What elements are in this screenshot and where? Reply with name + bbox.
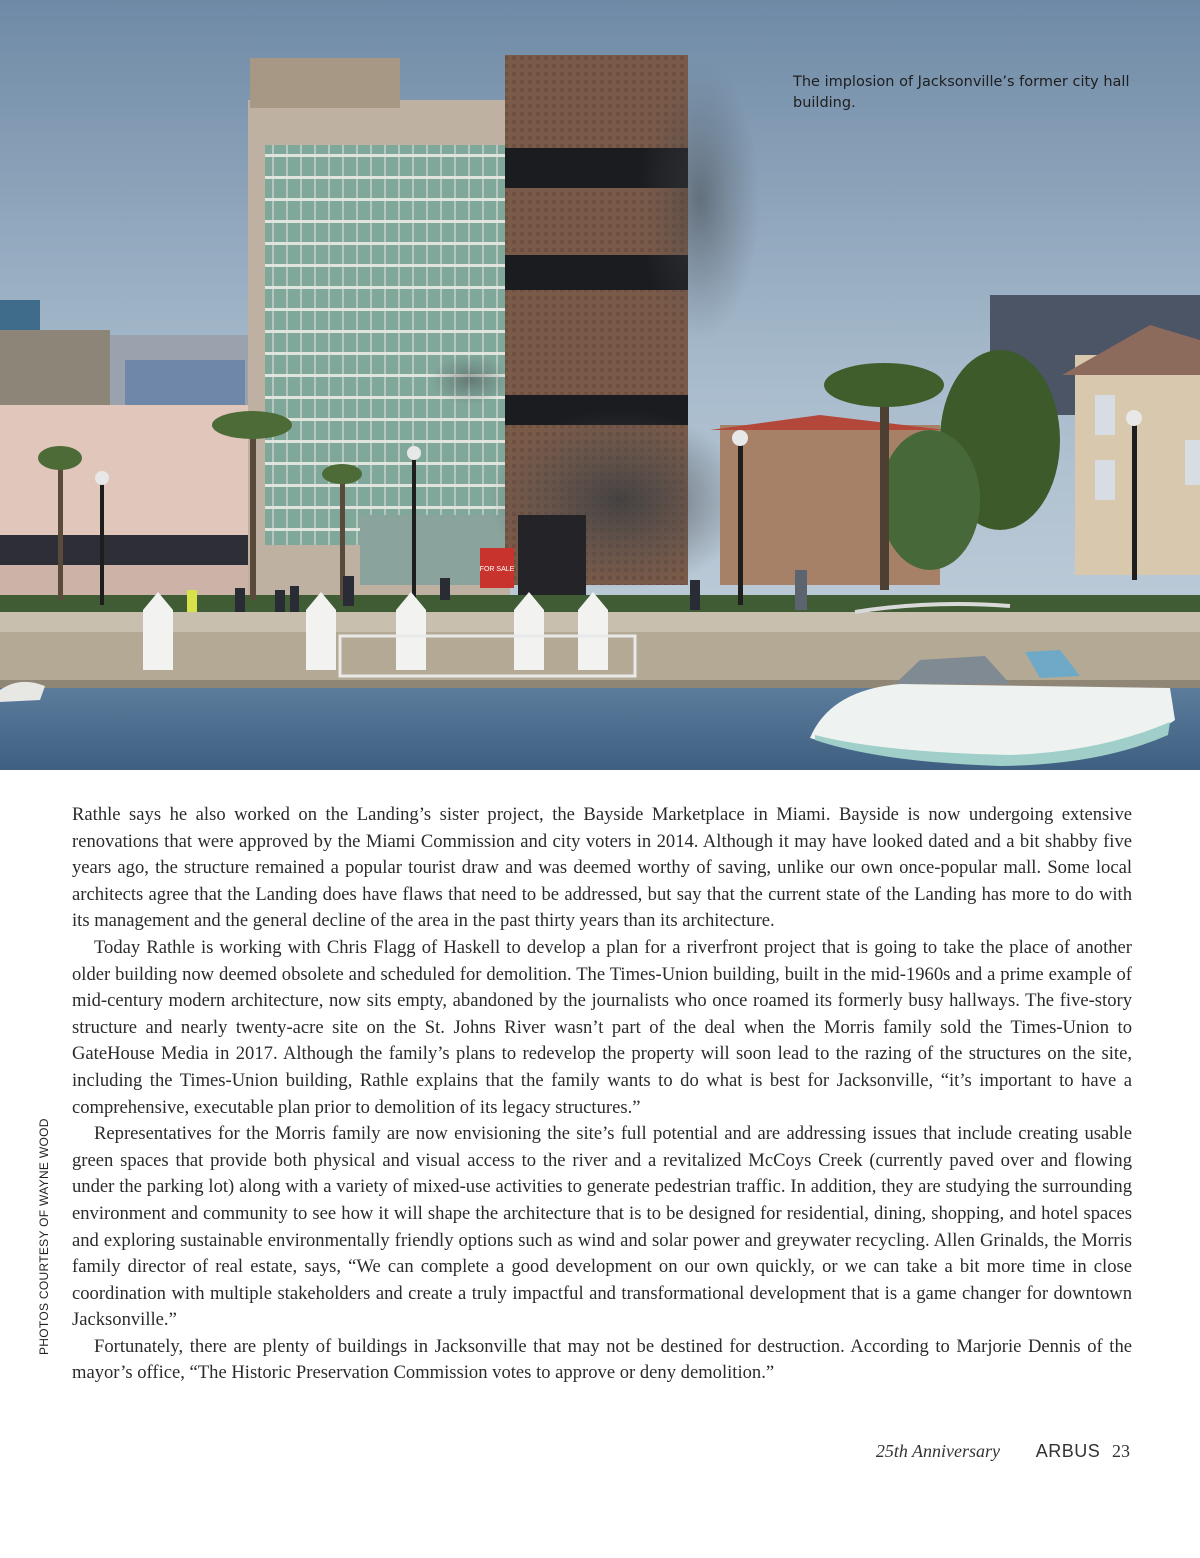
issue-label: 25th Anniversary — [875, 1441, 1001, 1461]
magazine-name: ARBUS — [1035, 1441, 1101, 1461]
house-window — [1095, 460, 1115, 500]
beige-house — [1075, 355, 1200, 575]
house-window — [1185, 440, 1200, 485]
city-hall-roof — [250, 58, 400, 108]
photo-caption: The implosion of Jacksonville’s former city hall building. — [793, 74, 1130, 111]
for-sale-sign-text: FOR SALE — [479, 566, 515, 573]
dark-structure — [518, 515, 586, 600]
smoke-cloud — [430, 355, 510, 405]
article-paragraph: Representatives for the Morris family are now envisioning the site’s full potential and are addressing issues that include creating usable green spaces that provide both physical and visual access to the river and a revitalized McCoys Creek (currently paved over and flowing under the parking lot) along with a variety of mixed-use activities to generate pedestrian traffic. In addition, they are studying the surrounding environment and community to see how it will shape the architecture that is to be designed for residential, dining, shopping, and hotel spaces and exploring sustainable environmentally friendly options such as wind and solar power and greywater recycling. Allen Grinalds, the Morris family director of real estate, says, “We can complete a good development on our own quickly, or we can take a bit more time in close coordination with multiple stakeholders and create a truly impactful and transformational development that is a game changer for downtown Jacksonville.” — [72, 1123, 1132, 1331]
page-footer — [876, 1441, 1130, 1462]
article-paragraph: Rathle says he also worked on the Landing’s sister project, the Bayside Marketplace in Miami. Bayside is now undergoing extensive renovations that were approved by the Miami Commission and city voters in 2014. Although it may have looked dated and a bit shabby five years ago, the structure remained a popular tourist draw and was deemed worthy of saving, unlike our own once-popular mall. Some local architects agree that the Landing does have flaws that need to be addressed, but say that the current state of the Landing has more to do with its management and the general decline of the area in the past thirty years than its architecture. — [72, 804, 1132, 932]
page-number: 23 — [1112, 1441, 1130, 1461]
implosion-photo — [0, 0, 1200, 770]
house-window — [1095, 395, 1115, 435]
article-body — [72, 802, 1132, 1387]
spectator-vest — [187, 590, 197, 612]
city-hall-glass-facade — [265, 145, 515, 545]
tree — [880, 430, 980, 570]
smoke-cloud — [640, 60, 760, 340]
bg-building — [125, 360, 245, 410]
photo-credit-text: PHOTOS COURTESY OF WAYNE WOOD — [37, 1118, 51, 1355]
article-paragraph: Today Rathle is working with Chris Flagg of Haskell to develop a plan for a riverfront project that is going to take the place of another older building now deemed obsolete and scheduled for demolition. The Times-Union building, built in the mid-1960s and a prime example of mid-century modern architecture, now sits empty, abandoned by the journalists who once roamed its formerly busy hallways. The five-story structure and nearly twenty-acre site on the St. Johns River wasn’t part of the deal when the Morris family sold the Times-Union to GateHouse Media in 2017. Although the family’s plans to redevelop the property will soon lead to the razing of the structures on the site, including the Times-Union building, Rathle explains that the family wants to do what is best for Jacksonville, “it’s important to have a comprehensive, executable plan prior to demolition of its legacy structures.” — [72, 936, 1132, 1118]
article-paragraph: Fortunately, there are plenty of buildings in Jacksonville that may not be destined for destruction. According to Marjorie Dennis of the mayor’s office, “The Historic Preservation Commission votes to approve or deny demolition.” — [72, 1335, 1132, 1384]
